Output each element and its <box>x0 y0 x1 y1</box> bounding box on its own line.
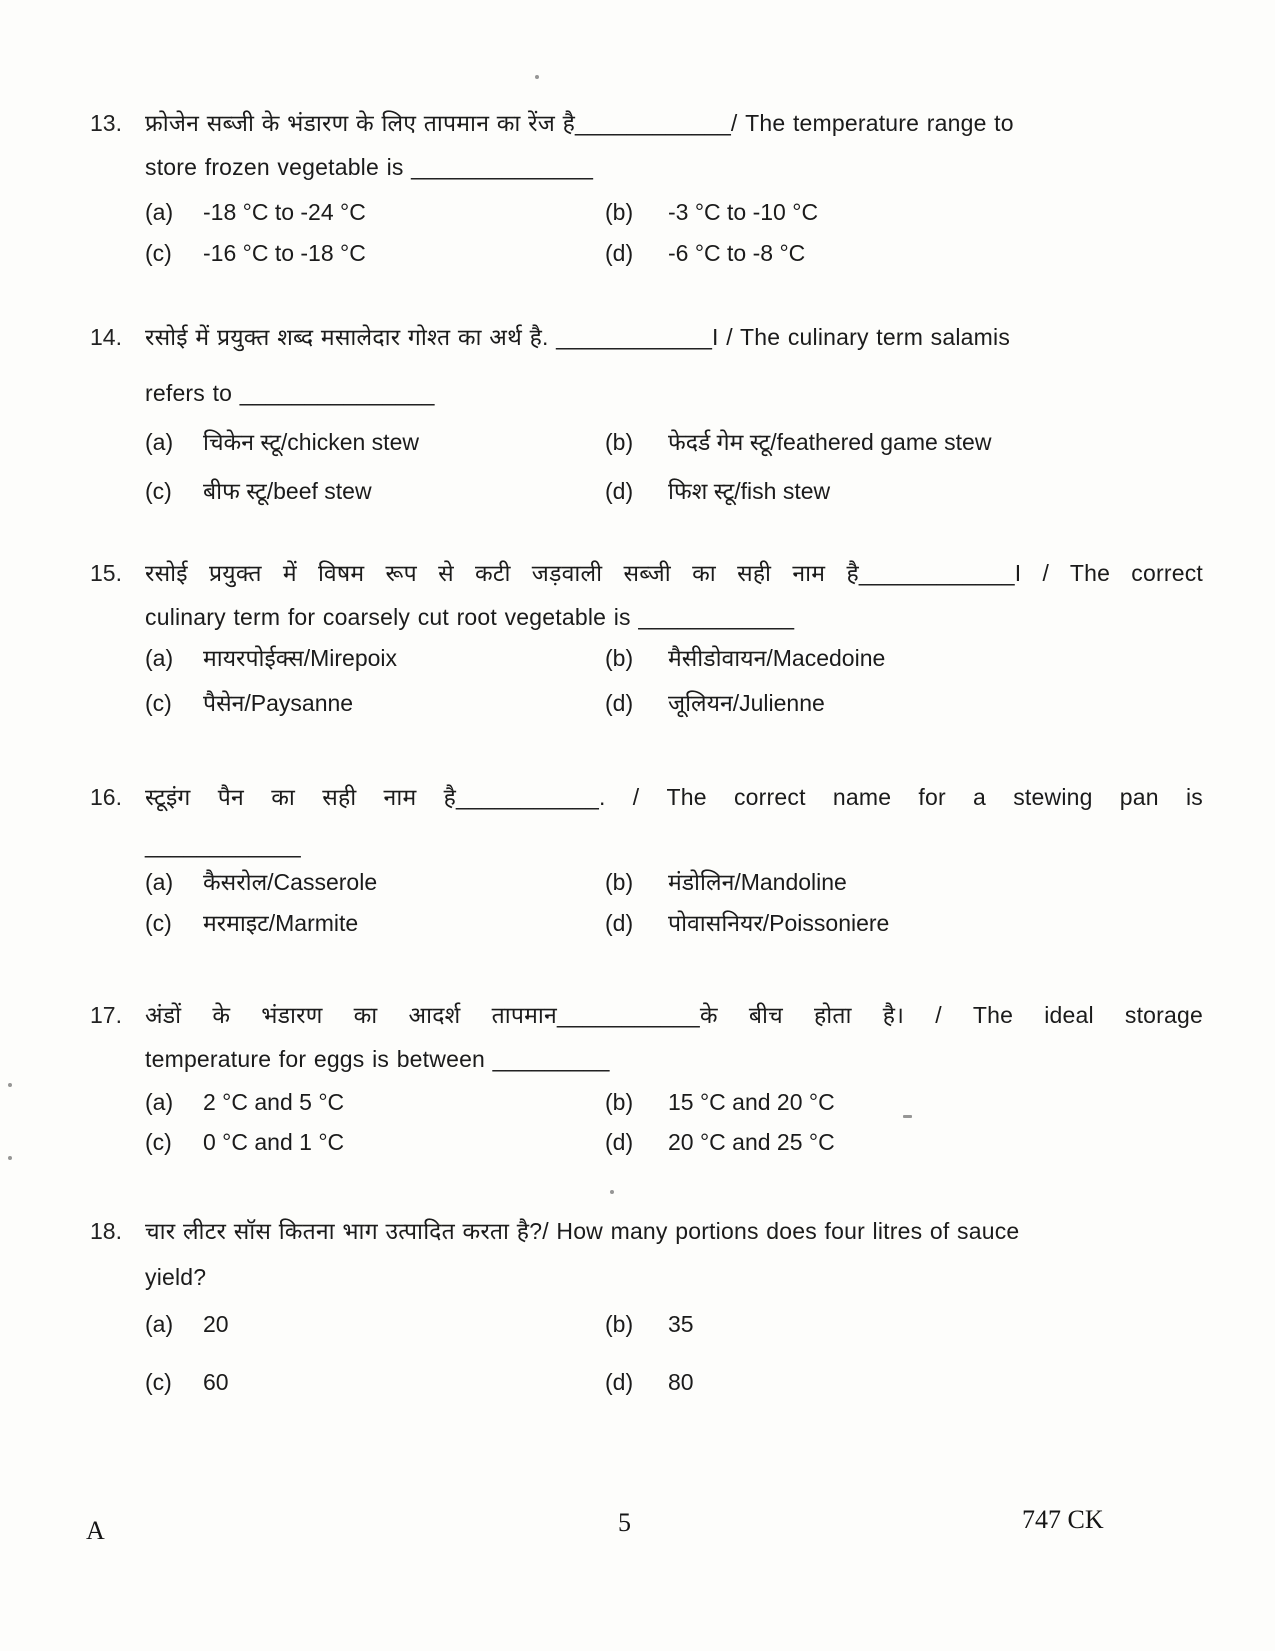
option-row <box>145 237 1203 269</box>
option-row <box>145 426 1203 458</box>
option-label-d: (d) <box>605 690 634 716</box>
question-16 <box>90 780 1203 939</box>
option-text-d: -6 °C to -8 °C <box>668 240 806 266</box>
scan-artifact-dot <box>8 1156 12 1160</box>
option-text-d: 20 °C and 25 °C <box>668 1129 835 1155</box>
question-number: 17. <box>90 1002 122 1028</box>
option-label-b: (b) <box>605 429 634 455</box>
option-label-d: (d) <box>605 910 634 936</box>
question-text-line: temperature for eggs is between _________ <box>145 1046 610 1072</box>
option-text-d: पोवासनियर/Poissoniere <box>668 910 890 936</box>
options-grid <box>145 1086 1203 1158</box>
question-text-line: चार लीटर सॉस कितना भाग उत्पादित करता है?/ How many portions does four litres of sauce <box>145 1218 1020 1244</box>
scan-artifact-dot <box>8 1083 12 1087</box>
option-row <box>145 475 1203 507</box>
option-label-d: (d) <box>605 240 634 266</box>
question-number: 13. <box>90 110 122 136</box>
option-text-d: जूलियन/Julienne <box>668 690 825 716</box>
option-text-a: चिकेन स्टू/chicken stew <box>203 429 419 455</box>
option-text-b: 15 °C and 20 °C <box>668 1089 835 1115</box>
question-text-line: रसोई में प्रयुक्त शब्द मसालेदार गोश्त का अर्थ है. ____________I / The culinary term salamis <box>145 324 1011 350</box>
option-text-a: मायरपोईक्स/Mirepoix <box>203 645 398 671</box>
scan-artifact-dash <box>903 1115 912 1118</box>
option-label-a: (a) <box>145 869 174 895</box>
options-grid <box>145 642 1203 719</box>
option-label-a: (a) <box>145 645 174 671</box>
option-text-a: -18 °C to -24 °C <box>203 199 366 225</box>
option-text-c: 0 °C and 1 °C <box>203 1129 345 1155</box>
scan-artifact-dot <box>535 75 539 79</box>
options-grid <box>145 1308 1203 1398</box>
question-text-line: ____________ <box>145 832 301 858</box>
option-label-c: (c) <box>145 478 172 504</box>
option-text-b: -3 °C to -10 °C <box>668 199 819 225</box>
option-text-a: कैसरोल/Casserole <box>203 869 378 895</box>
question-number: 16. <box>90 784 122 810</box>
option-row <box>145 642 1203 674</box>
option-text-b: फेदर्ड गेम स्टू/feathered game stew <box>668 429 992 455</box>
option-label-b: (b) <box>605 1089 634 1115</box>
option-text-d: फिश स्टू/fish stew <box>668 478 831 504</box>
option-label-c: (c) <box>145 240 172 266</box>
set-label: A <box>86 1516 105 1545</box>
question-text-line: स्टूइंग पैन का सही नाम है___________. / The correct name for a stewing pan is <box>145 784 1203 810</box>
option-text-d: 80 <box>668 1369 694 1395</box>
option-row <box>145 1366 1203 1398</box>
option-text-c: बीफ स्टू/beef stew <box>203 478 372 504</box>
question-13 <box>90 106 1203 269</box>
option-text-a: 2 °C and 5 °C <box>203 1089 345 1115</box>
options-grid <box>145 426 1203 507</box>
option-label-d: (d) <box>605 1129 634 1155</box>
option-row <box>145 866 1203 898</box>
question-text-line: yield? <box>145 1264 207 1290</box>
option-label-c: (c) <box>145 1369 172 1395</box>
option-text-c: 60 <box>203 1369 229 1395</box>
option-label-a: (a) <box>145 1089 174 1115</box>
option-label-a: (a) <box>145 429 174 455</box>
option-text-b: 35 <box>668 1311 694 1337</box>
options-grid <box>145 196 1203 269</box>
option-label-b: (b) <box>605 199 634 225</box>
question-text-line: refers to _______________ <box>145 380 435 406</box>
question-number: 14. <box>90 324 122 350</box>
option-text-c: -16 °C to -18 °C <box>203 240 366 266</box>
option-text-c: पैसेन/Paysanne <box>203 690 354 716</box>
option-label-b: (b) <box>605 1311 634 1337</box>
question-text-line: culinary term for coarsely cut root vegetable is ____________ <box>145 604 795 630</box>
question-text-line: store frozen vegetable is ______________ <box>145 154 594 180</box>
option-row <box>145 196 1203 228</box>
question-text-line: अंडों के भंडारण का आदर्श तापमान___________के बीच होता है। / The ideal storage <box>145 1002 1203 1028</box>
option-label-a: (a) <box>145 199 174 225</box>
question-number: 15. <box>90 560 122 586</box>
option-label-b: (b) <box>605 645 634 671</box>
option-text-c: मरमाइट/Marmite <box>203 910 359 936</box>
options-grid <box>145 866 1203 939</box>
page-number: 5 <box>618 1508 631 1537</box>
option-row <box>145 1126 1203 1158</box>
scan-artifact-dot <box>610 1190 614 1194</box>
question-15 <box>90 556 1203 719</box>
option-text-b: मंडोलिन/Mandoline <box>668 869 847 895</box>
question-text-line: फ्रोजेन सब्जी के भंडारण के लिए तापमान का रेंज है____________/ The temperature range to <box>145 110 1014 136</box>
option-label-c: (c) <box>145 690 172 716</box>
question-17 <box>90 998 1203 1158</box>
option-text-b: मैसीडोवायन/Macedoine <box>668 645 886 671</box>
option-label-c: (c) <box>145 1129 172 1155</box>
option-label-d: (d) <box>605 478 634 504</box>
option-label-a: (a) <box>145 1311 174 1337</box>
option-row <box>145 687 1203 719</box>
question-14 <box>90 320 1203 507</box>
option-row <box>145 907 1203 939</box>
option-label-c: (c) <box>145 910 172 936</box>
option-text-a: 20 <box>203 1311 229 1337</box>
question-18 <box>90 1214 1203 1398</box>
option-row <box>145 1308 1203 1340</box>
question-number: 18. <box>90 1218 122 1244</box>
paper-code: 747 CK <box>1022 1505 1104 1534</box>
option-label-b: (b) <box>605 869 634 895</box>
option-row <box>145 1086 1203 1118</box>
option-label-d: (d) <box>605 1369 634 1395</box>
question-text-line: रसोई प्रयुक्त में विषम रूप से कटी जड़वाली सब्जी का सही नाम है____________I / The correct <box>145 560 1203 586</box>
